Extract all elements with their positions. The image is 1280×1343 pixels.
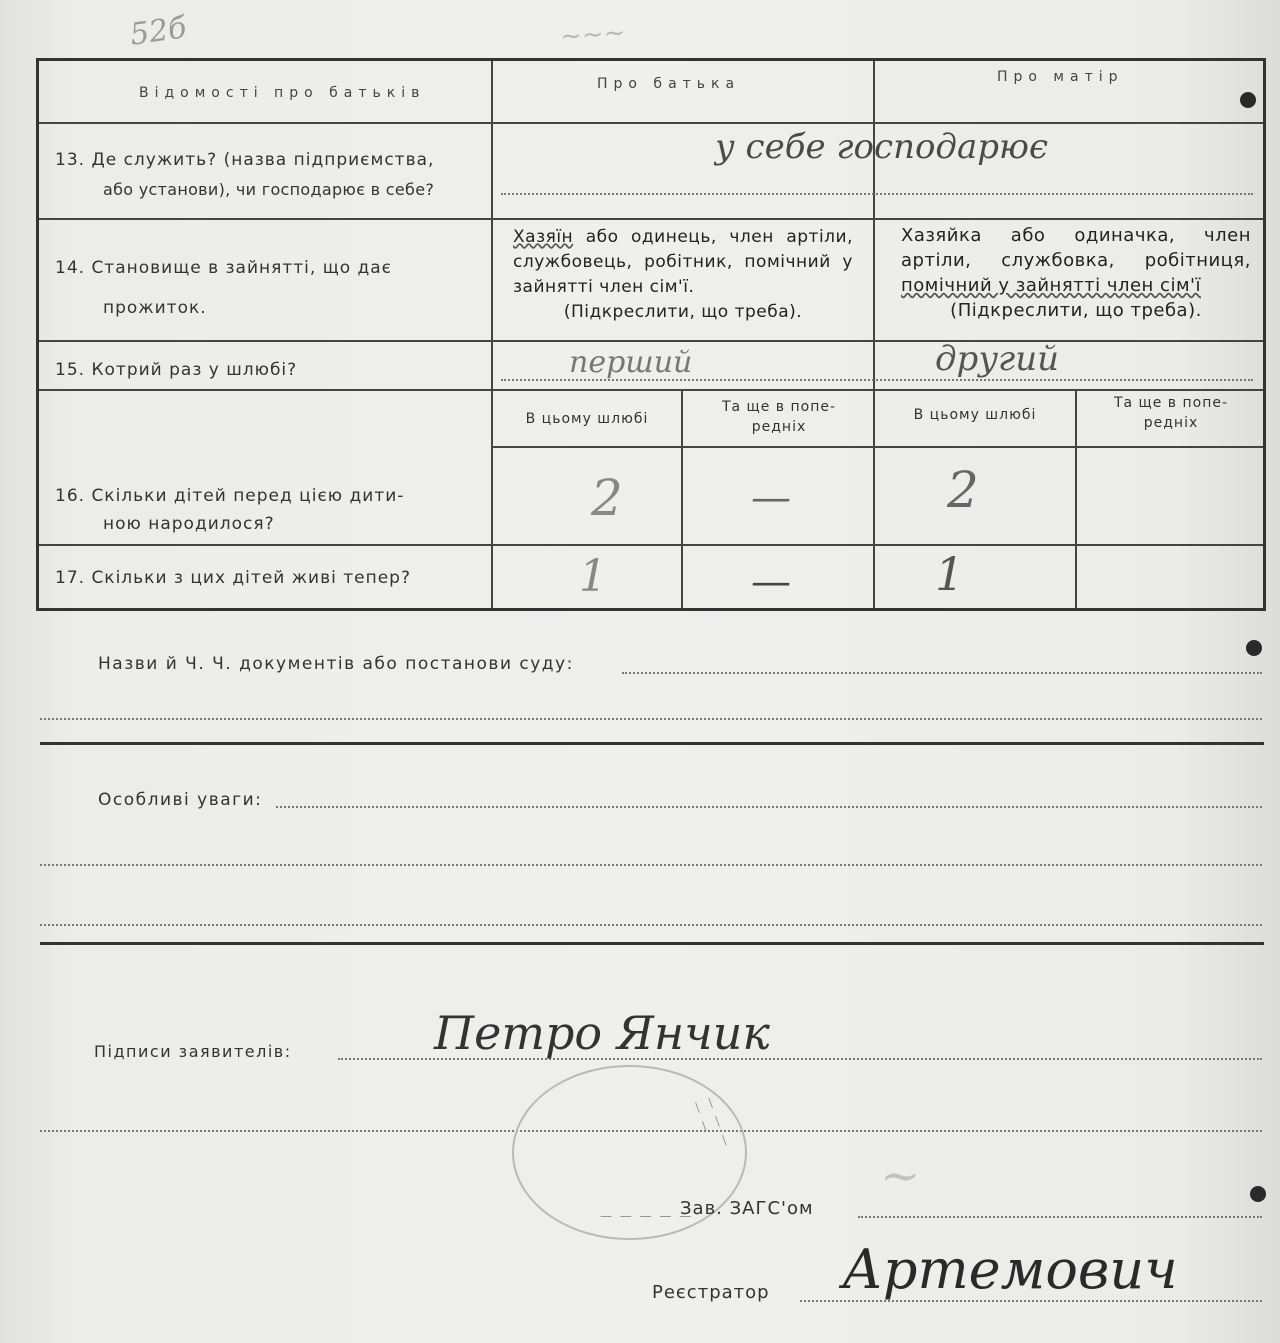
q16-mother-this: 2 bbox=[947, 461, 979, 519]
mother-note: (Підкреслити, що треба). bbox=[950, 300, 1202, 321]
father-previous-marriages bbox=[689, 397, 869, 437]
mother-options-text: Хазяйка або одиначка, член артіли, службовка, робітниця, bbox=[901, 225, 1251, 271]
column-divider bbox=[491, 61, 493, 608]
q14-line1: 14. Становище в зайнятті, що дає bbox=[55, 258, 393, 278]
row-divider bbox=[39, 122, 1263, 124]
q17-question: 17. Скільки з цих дітей живі тепер? bbox=[55, 568, 411, 588]
q16-line2: ною народилося? bbox=[103, 514, 275, 534]
mother-previous-marriages bbox=[1081, 393, 1261, 433]
q14-line2: прожиток. bbox=[103, 298, 207, 318]
binding-hole bbox=[1240, 92, 1256, 108]
header-father: Про батька bbox=[597, 76, 741, 92]
q16-father-this: 2 bbox=[591, 469, 623, 527]
q17-father-this: 1 bbox=[579, 551, 607, 602]
documents-line bbox=[622, 672, 1262, 674]
binding-hole bbox=[1250, 1186, 1266, 1202]
remarks-line bbox=[276, 806, 1262, 808]
corner-mark: 52б bbox=[127, 10, 189, 53]
faint-mark: ~~~ bbox=[559, 17, 627, 53]
q14-mother-options bbox=[901, 223, 1251, 323]
header-info: Відомості про батьків bbox=[139, 85, 426, 101]
q13-line1: 13. Де служить? (назва підприємства, bbox=[55, 150, 435, 170]
mother-selected-option: помічний у зайнятті член сім'ї bbox=[901, 275, 1201, 296]
registrar-signature: Артемович bbox=[842, 1238, 1178, 1301]
faint-signature-mark: ~ bbox=[880, 1148, 921, 1204]
header-mother: Про матір bbox=[997, 69, 1124, 85]
remarks-line bbox=[40, 864, 1262, 866]
father-options-text: або одинець, член артіли, службовець, робітник, помічний у зайнятті член сім'ї. bbox=[513, 227, 853, 297]
row-divider bbox=[39, 218, 1263, 220]
q15-question: 15. Котрий раз у шлюбі? bbox=[55, 360, 298, 380]
section-rule bbox=[40, 742, 1264, 745]
mother-in-this-marriage: В цьому шлюбі bbox=[913, 407, 1037, 423]
signatures-label: Підписи заявителів: bbox=[94, 1042, 292, 1061]
father-note: (Підкреслити, що треба). bbox=[563, 302, 803, 322]
documents-line bbox=[40, 718, 1262, 720]
q14-father-options bbox=[513, 225, 853, 325]
head-label: Зав. ЗАГС'ом bbox=[680, 1198, 814, 1219]
row-divider bbox=[491, 446, 1263, 448]
sub-column-divider bbox=[681, 391, 683, 608]
q17-mother-this: 1 bbox=[935, 547, 965, 601]
head-signature-line bbox=[858, 1216, 1262, 1218]
father-in-this-marriage: В цьому шлюбі bbox=[525, 411, 649, 427]
q15-father-answer: перший bbox=[569, 345, 693, 380]
section-rule bbox=[40, 942, 1264, 945]
binding-hole bbox=[1246, 640, 1262, 656]
registrar-label: Реєстратор bbox=[652, 1282, 770, 1303]
applicant-signature: Петро Янчик bbox=[434, 1006, 770, 1060]
stamp-text: — — — — — bbox=[600, 1209, 694, 1223]
q13-answer: у себе господарює bbox=[715, 127, 1048, 167]
sub-column-divider bbox=[1075, 391, 1077, 608]
parents-info-table bbox=[36, 58, 1266, 611]
father-previous-line2: редніх bbox=[751, 419, 807, 435]
father-selected-option: Хазяїн bbox=[513, 227, 574, 247]
remarks-line bbox=[40, 924, 1262, 926]
row-divider bbox=[39, 340, 1263, 342]
row-divider bbox=[39, 389, 1263, 391]
stamp-text: — — — — — bbox=[689, 1094, 735, 1150]
mother-previous-line1: Та ще в попе- bbox=[1113, 395, 1229, 411]
documents-label: Назви й Ч. Ч. документів або постанови суду: bbox=[98, 654, 574, 674]
q15-mother-answer: другий bbox=[935, 339, 1060, 379]
q16-line1: 16. Скільки дітей перед цією дити- bbox=[55, 486, 405, 506]
father-previous-line1: Та ще в попе- bbox=[721, 399, 837, 415]
answer-line bbox=[501, 193, 1253, 195]
mother-previous-line2: редніх bbox=[1143, 415, 1199, 431]
q13-line2: або установи), чи господарює в себе? bbox=[103, 180, 435, 199]
q16-father-prev: — bbox=[751, 475, 791, 521]
q17-father-prev: — bbox=[751, 559, 791, 605]
remarks-label: Особливі уваги: bbox=[98, 790, 263, 810]
row-divider bbox=[39, 544, 1263, 546]
